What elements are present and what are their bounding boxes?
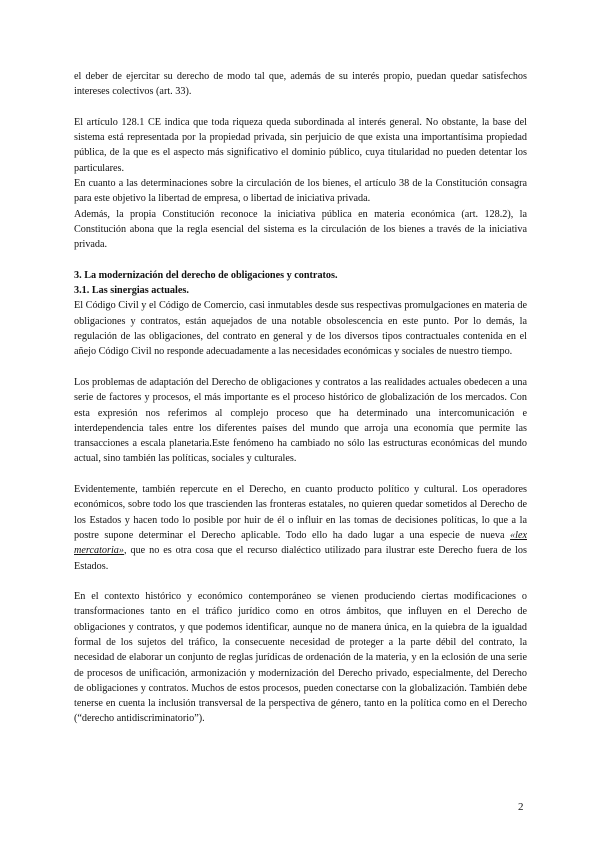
paragraph-globalizacion: Los problemas de adaptación del Derecho de obligaciones y contratos a las realidades actuales obedecen a una serie de factores y procesos, el más importante es el proceso histórico de globalización de los mercados. Con esta expresión nos referimos al complejo proceso que ha determinado una intercomunicación e interdependencia tales entre los diferentes países del mundo que arroja una economía que permite las transacciones a escala planetaria.Este fenómeno ha cambiado no sólo las estructuras económicas del mundo actual, sino también las políticas, sociales y culturales. [74, 376, 527, 465]
page-content [74, 69, 527, 727]
paragraph-iniciativa: Además, la propia Constitución reconoce la iniciativa pública en materia económica (art. 128.2), la Constitución abona que la regla esencial del sistema es la circulación de los bienes a través de la iniciativa privada. [74, 208, 527, 251]
page-number: 2 [518, 801, 524, 813]
paragraph-codigo-civil: El Código Civil y el Código de Comercio, casi inmutables desde sus respectivas promulgaciones en materia de obligaciones y contratos, están aquejados de una notable obsolescencia en este punto. Por lo demás, la regulación de las obligaciones, del contrato en general y de los diversos tipos contractuales contenida en el añejo Código Civil no responde adecuadamente a las necesidades económicas y sociales de nuestro tiempo. [74, 300, 527, 358]
paragraph-circulation: En cuanto a las determinaciones sobre la circulación de los bienes, el artículo 38 de la Constitución consagra para este objetivo la libertad de empresa, o libertad de iniciativa privada. [74, 178, 527, 205]
paragraph-lex-mercatoria [74, 482, 527, 574]
section-heading: 3. La modernización del derecho de obligaciones y contratos. [74, 269, 338, 281]
paragraph-intro: el deber de ejercitar su derecho de modo tal que, además de su interés propio, puedan quedar satisfechos intereses colectivos (art. 33). [74, 71, 527, 98]
lex-mercatoria-term: «lex mercatoria» [74, 529, 527, 557]
paragraph-art-128: El artículo 128.1 CE indica que toda riqueza queda subordinada al interés general. No obstante, la base del sistema está representada por la propiedad privada, sin perjuicio de que exista una importantísima propiedad pública, de la que es el aspecto más significativo el dominio público, cuya titularidad no pueden detentar los particulares. [74, 116, 527, 174]
paragraph-contexto: En el contexto histórico y económico contemporáneo se vienen produciendo ciertas modificaciones o transformaciones tanto en el tráfico jurídico como en otros ámbitos, que influyen en el Derecho de obligaciones y contratos, y que podemos identificar, aunque no de manera única, en la quiebra de la igualdad formal de los sujetos del tráfico, la consecuente necesidad de proteger a la parte débil del contrato, la necesidad de elaborar un conjunto de reglas jurídicas de ordenación de la materia, y en la eclosión de una serie de procesos de unificación, armonización y modernización del Derecho privado, especialmente, del Derecho de obligaciones y contratos. Muchos de estos procesos, pueden conectarse con la globalización. También debe tenerse en cuenta la inclusión transversal de la perspectiva de género, tanto en la política como en el Derecho (“derecho antidiscriminatorio”). [74, 591, 527, 725]
subsection-heading: 3.1. Las sinergias actuales. [74, 285, 189, 297]
text-segment: Evidentemente, también repercute en el Derecho, en cuanto producto político y cultural. Los operadores económicos, sobre todo los que trascienden las fronteras estatales, no quieren quedar sometidos al Derecho de los Estados y hacen todo lo posible por huir de él o influir en las tomas de decisiones políticas, lo que a la postre supone determinar el Derecho aplicable. Todo ello ha dado lugar a una especie de nueva [74, 484, 527, 541]
text-segment: , que no es otra cosa que el recurso dialéctico utilizado para ilustrar este Derecho fuera de los Estados. [74, 545, 527, 572]
